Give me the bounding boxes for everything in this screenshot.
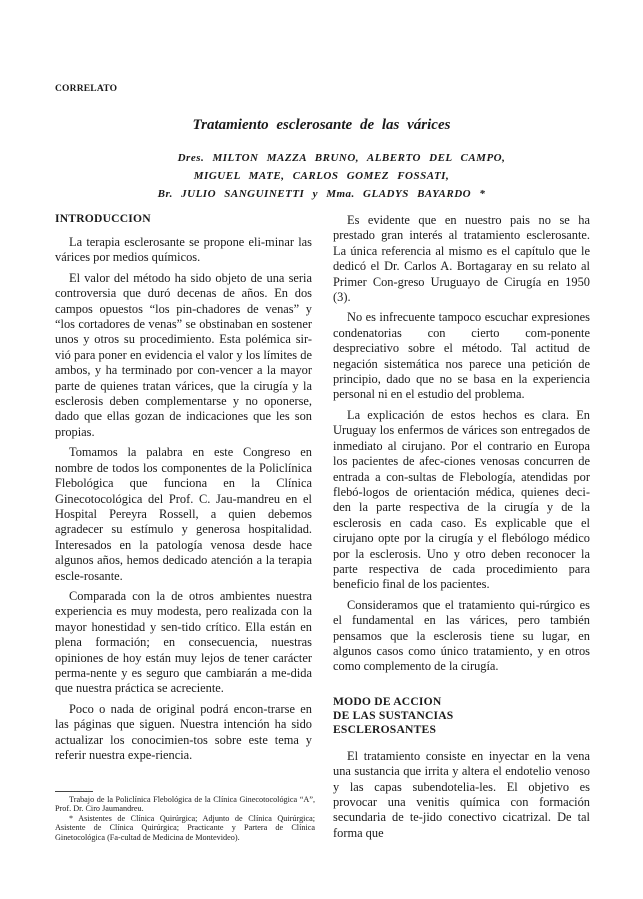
footnote: Trabajo de la Policlínica Flebológica de la Clínica Ginecotocológica “A”, Prof. Dr. Ciro Jaumandreu. xyxy=(55,795,315,814)
left-column xyxy=(55,212,312,768)
footnote-divider xyxy=(55,791,93,792)
right-column xyxy=(333,213,590,846)
section-heading-introduccion: INTRODUCCION xyxy=(55,212,151,225)
heading-line: DE LAS SUSTANCIAS xyxy=(333,708,454,722)
paragraph: El valor del método ha sido objeto de una seria controversia que duró decenas de años. En dos campos opuestos “los pin-chadores de venas” y “los cortadores de venas” se obstinaban en sostener unos y otros su procedimiento. Esta polémica sir-vió para poner en evidencia el valor y los límites de ambos, y ha terminado por con-vencer a la mayor parte de quienes tratan várices, que la cirugía y la esclerosis deben complementarse y no oponerse, dado que ellas gozan de indicaciones que les son propias. xyxy=(55,270,312,439)
paragraph: La terapia esclerosante se propone eli-minar las várices por medios químicos. xyxy=(55,235,312,265)
author-line: Dres. MILTON MAZZA BRUNO, ALBERTO DEL CAMPO, xyxy=(177,152,506,164)
article-title: Tratamiento esclerosante de las várices xyxy=(192,117,451,133)
paragraph: Tomamos la palabra en este Congreso en nombre de todos los componentes de la Policlínica Flebológica que funciona en la Clínica Ginecotocológica del Prof. C. Jau-mandreu en el Hospital Pereyra Rossell, a quien debemos agradecer su estímulo y generosa hospitalidad. Interesados en la patología venosa desde hace algunos años, hemos dedicado atención a la terapia escle-rosante. xyxy=(55,445,312,583)
paragraph: Es evidente que en nuestro pais no se ha prestado gran interés al tratamiento esclerosante. La única referencia al mismo es el capítulo que le dedicó el Dr. Carlos A. Bortagaray en su relato al Primer Con-greso Uruguayo de Cirugía en 1950 (3). xyxy=(333,213,590,305)
section-heading-modo-de-accion xyxy=(333,695,590,737)
paragraph: El tratamiento consiste en inyectar en la vena una sustancia que irrita y altera el endotelio venoso y las capas subendotelia-les. El objetivo es provocar una venitis química con formación secundaria de te-jido conectivo cicatrizal. De tal forma que xyxy=(333,748,590,840)
author-line: Br. JULIO SANGUINETTI y Mma. GLADYS BAYARDO * xyxy=(157,188,486,200)
paragraph: La explicación de estos hechos es clara. En Uruguay los enfermos de várices son entregados de inmediato al cirujano. Por el contrario en Europa los pacientes de afec-ciones venosas concurren de entrada a con-sultas de Flebología, atendidas por flebó-logos de orientación médica, quienes deci-den la parte respectiva de la cirugía y de la esclerosis en cada caso. Es explicable que el cirujano opte por la cirugía y el flebólogo médico por la esclerosis. Uno y otro deben reconocer la parte respectiva de cada procedimiento para beneficio final de los pacientes. xyxy=(333,407,590,592)
paragraph: No es infrecuente tampoco escuchar expresiones condenatorias con cierto com-ponente despreciativo sobre el método. Tal actitud de negación sistemática nos parece una petición de principio, dado que no se basa en la experiencia personal ni en el estudio del problema. xyxy=(333,310,590,402)
paragraph: Poco o nada de original podrá encon-trarse en las páginas que siguen. Nuestra intención ha sido actualizar los conocimien-tos sobre este tema y referir nuestra expe-riencia. xyxy=(55,701,312,762)
author-line: MIGUEL MATE, CARLOS GOMEZ FOSSATI, xyxy=(193,170,450,182)
paragraph: Comparada con la de otros ambientes nuestra experiencia es muy modesta, pero realizada con la mayor honestidad y sen-tido crítico. Ella están en plena formación; en consecuencia, nuestras opiniones de hoy están muy lejos de tener carácter perma-nente y es seguro que cambiarán a me-dida que nuestra práctica se acreciente. xyxy=(55,588,312,696)
footnote: * Asistentes de Clínica Quirúrgica; Adjunto de Clínica Quirúrgica; Asistente de Clínica Quirúrgica; Practicante y Partera de Clínica Ginetocológica (Fa-cultad de Medicina de Montevideo). xyxy=(55,813,315,842)
paragraph: Consideramos que el tratamiento qui-rúrgico es el fundamental en las várices, pero también pensamos que la esclerosis tiene su lugar, en algunos casos como único tratamiento, y en otros como complemento de la cirugía. xyxy=(333,597,590,674)
section-label: CORRELATO xyxy=(55,84,118,94)
heading-line: MODO DE ACCION xyxy=(333,694,442,708)
footnotes xyxy=(55,795,315,842)
heading-line: ESCLEROSANTES xyxy=(333,722,437,736)
author-list xyxy=(0,149,643,203)
